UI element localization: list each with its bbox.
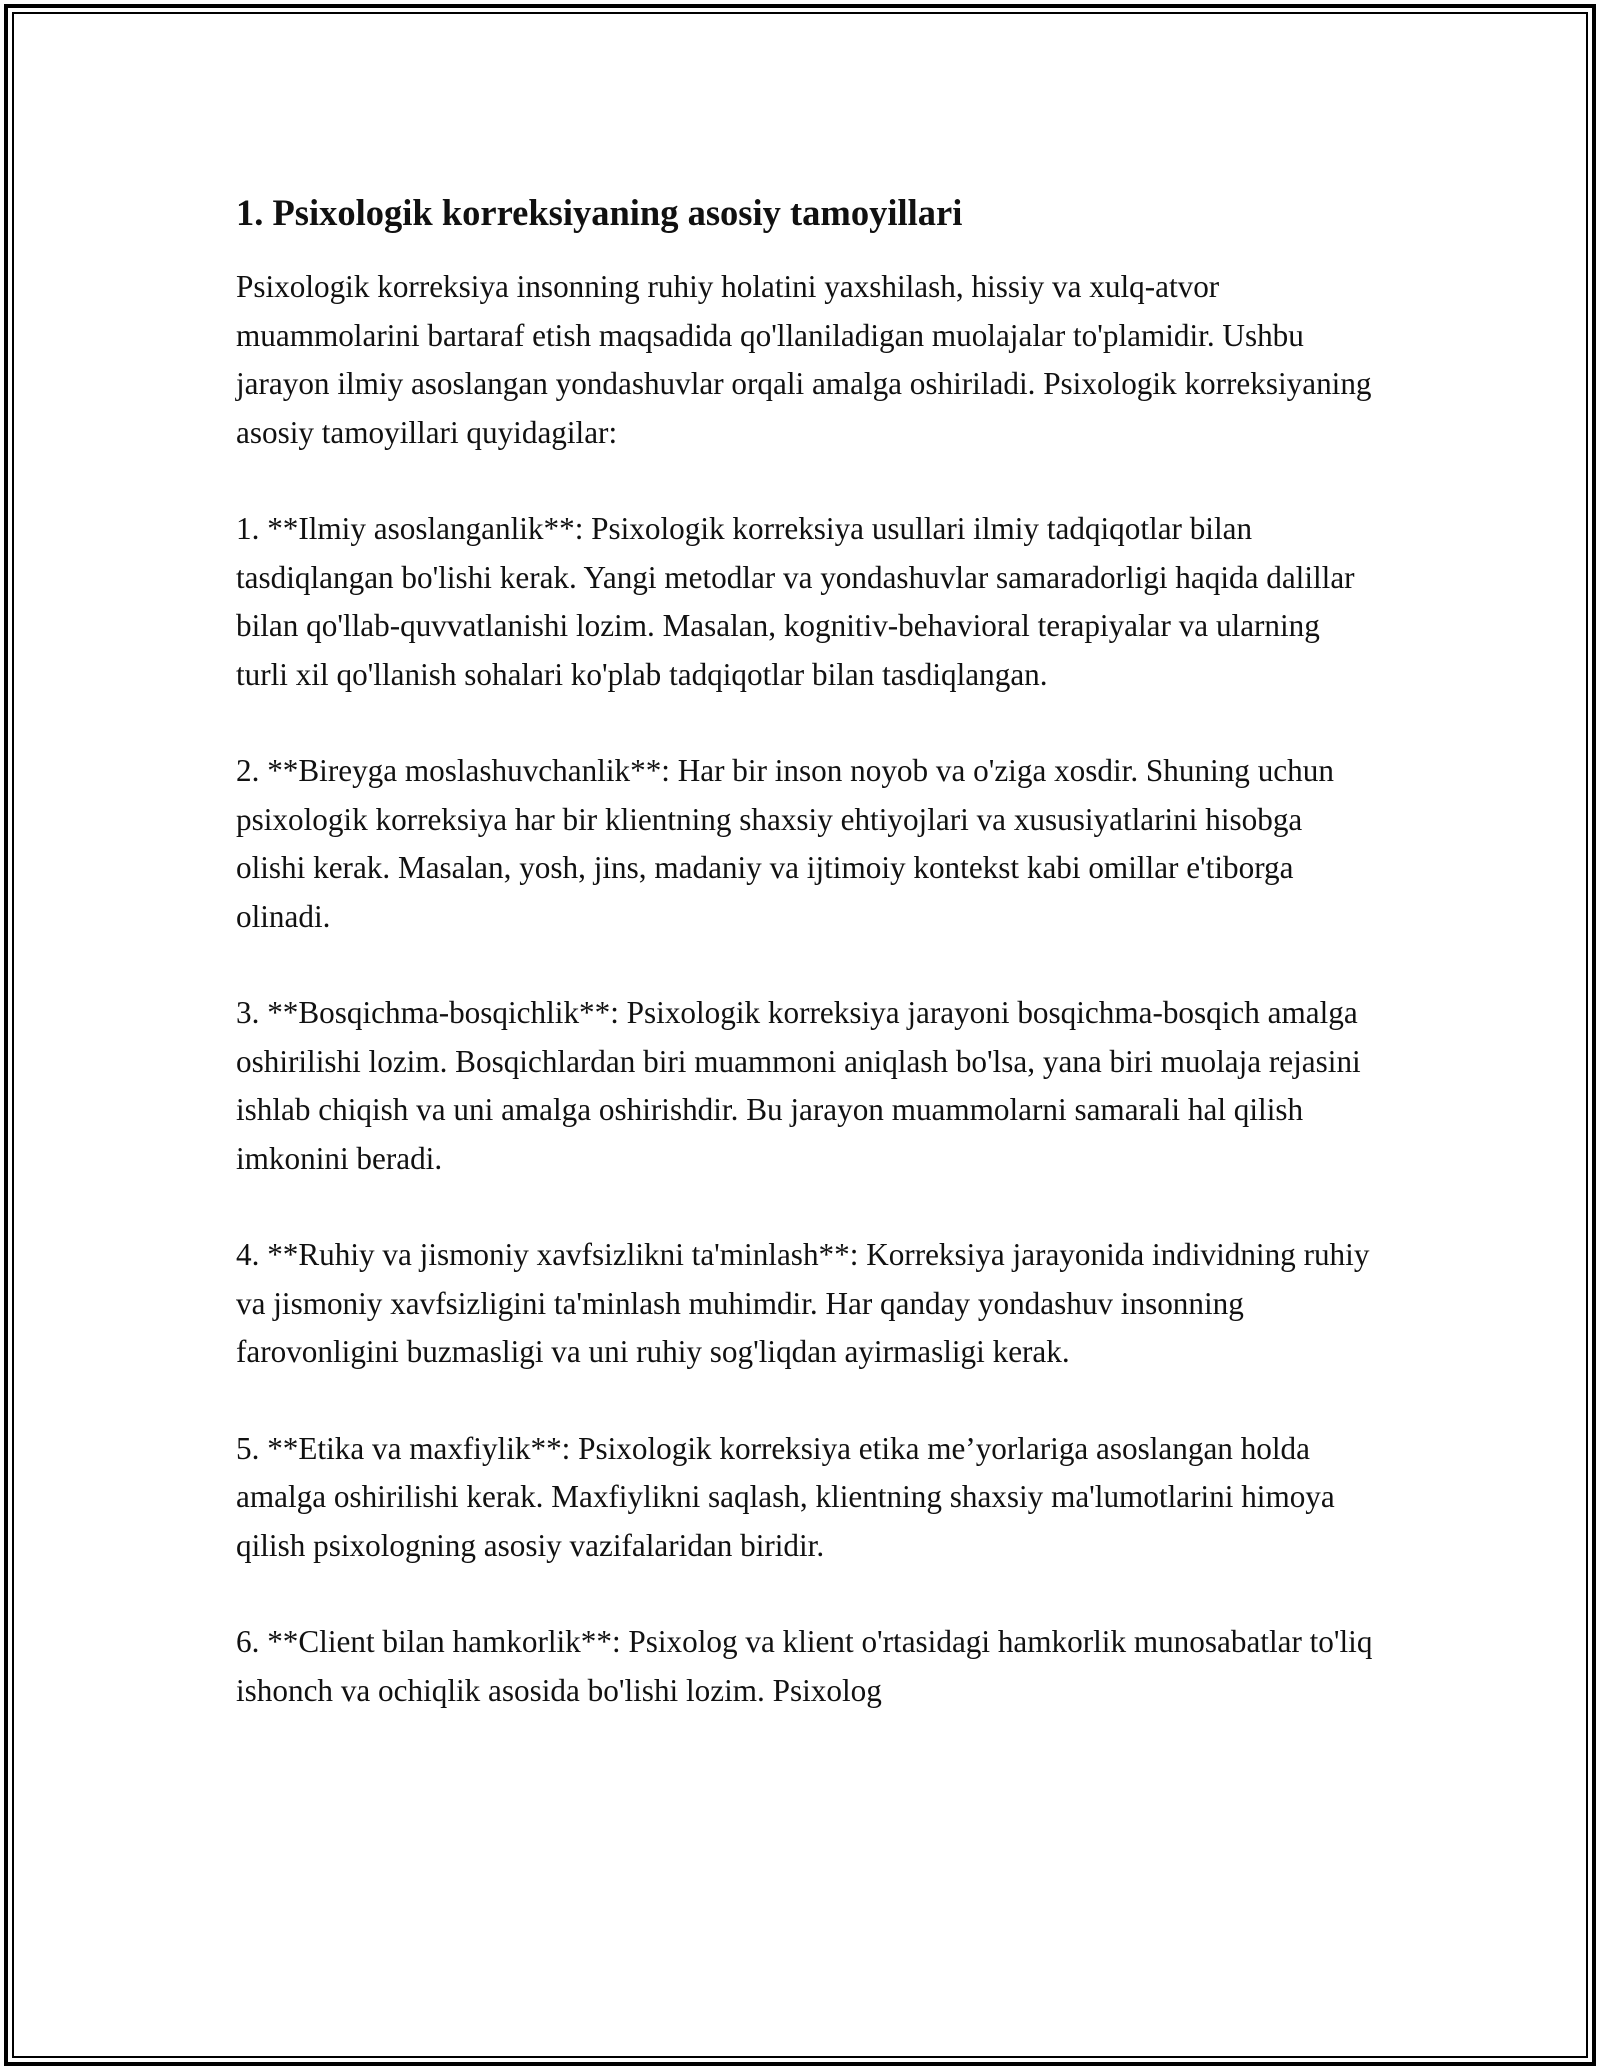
principle-paragraph-6: 6. **Client bilan hamkorlik**: Psixolog va klient o'rtasidagi hamkorlik munosabatlar to'liq ishonch va ochiqlik asosida bo'lishi lozim. Psixolog <box>236 1624 1373 1708</box>
principle-paragraph-3: 3. **Bosqichma-bosqichlik**: Psixologik korreksiya jarayoni bosqichma-bosqich amalga oshirilishi lozim. Bosqichlardan biri muammoni aniqlash bo'lsa, yana biri muolaja rejasini ishlab chiqish va uni amalga oshirishdir. Bu jarayon muammolarni samarali hal qilish imkonini beradi. <box>236 995 1361 1176</box>
principle-paragraph-2: 2. **Bireyga moslashuvchanlik**: Har bir inson noyob va o'ziga xosdir. Shuning uchun psixologik korreksiya har bir klientning shaxsiy ehtiyojlari va xususiyatlarini hisobga olishi kerak. Masalan, yosh, jins, madaniy va ijtimoiy kontekst kabi omillar e'tiborga olinadi. <box>236 753 1334 934</box>
section-heading: 1. Psixologik korreksiyaning asosiy tamoyillari <box>236 192 963 233</box>
principle-paragraph-4: 4. **Ruhiy va jismoniy xavfsizlikni ta'minlash**: Korreksiya jarayonida individning ruhiy va jismoniy xavfsizligini ta'minlash muhimdir. Har qanday yondashuv insonning farovonligini buzmasligi va uni ruhiy sog'liqdan ayirmasligi kerak. <box>236 1237 1370 1369</box>
principle-paragraph-5: 5. **Etika va maxfiylik**: Psixologik korreksiya etika me’yorlariga asoslangan holda amalga oshirilishi kerak. Maxfiylikni saqlash, klientning shaxsiy ma'lumotlarini himoya qilish psixologning asosiy vazifalaridan biridir. <box>236 1430 1335 1563</box>
intro-paragraph: Psixologik korreksiya insonning ruhiy holatini yaxshilash, hissiy va xulq-atvor muammolarini bartaraf etish maqsadida qo'llaniladigan muolajalar to'plamidir. Ushbu jarayon ilmiy asoslangan yondashuvlar orqali amalga oshiriladi. Psixologik korreksiyaning asosiy tamoyillari quyidagilar: <box>236 269 1372 450</box>
principle-paragraph-1: 1. **Ilmiy asoslanganlik**: Psixologik korreksiya usullari ilmiy tadqiqotlar bilan tasdiqlangan bo'lishi kerak. Yangi metodlar va yondashuvlar samaradorligi haqida dalillar bilan qo'llab-quvvatlanishi lozim. Masalan, kognitiv-behavioral terapiyalar va ularning turli xil qo'llanish sohalari ko'plab tadqiqotlar bilan tasdiqlangan. <box>236 511 1355 692</box>
document-body <box>236 185 1376 1763</box>
